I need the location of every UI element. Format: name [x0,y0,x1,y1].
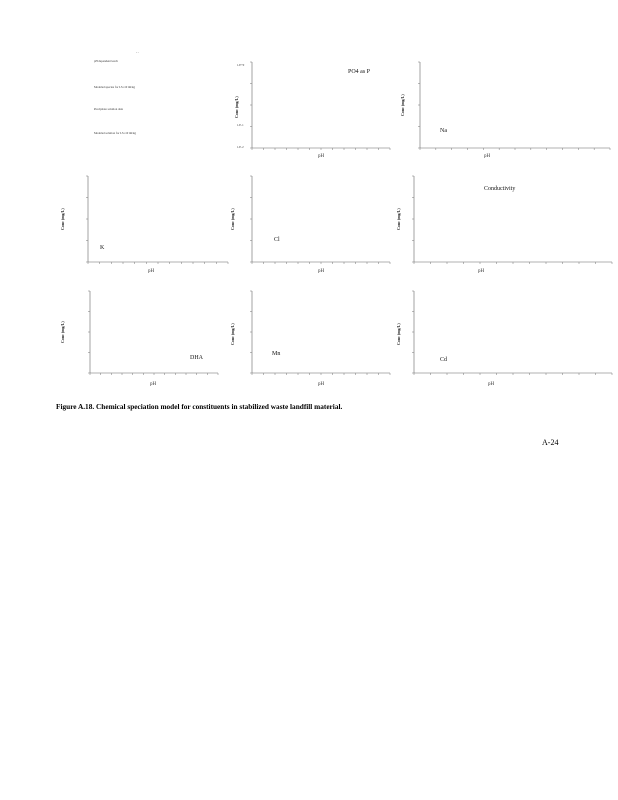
chart-panel-mn-svg [232,287,392,392]
chart-panel-conductivity [398,172,614,277]
chart-panel-dha-svg [60,287,230,392]
page-number: A‑24 [542,438,559,447]
panel-title: Mn [272,351,281,357]
svg-text:Conc (mg/L): Conc (mg/L) [396,208,401,230]
panel-title: Cd [440,357,448,363]
panel-title: K [100,245,105,251]
svg-text:Conc (mg/L): Conc (mg/L) [230,323,235,345]
axis-xlabel: pH [484,154,491,159]
axis-xlabel: pH [488,382,495,387]
chart-panel-na-svg [402,58,612,163]
svg-text:Conc (mg/L): Conc (mg/L) [230,208,235,230]
svg-text:Conc (mg/L): Conc (mg/L) [400,94,405,116]
svg-text:Conc (mg/L): Conc (mg/L) [396,323,401,345]
chart-panel-na [402,58,612,163]
chart-panel-po4 [232,58,392,163]
svg-text:Conc (mg/L): Conc (mg/L) [60,321,65,343]
panel-title: PO4 as P [348,69,371,75]
chart-panel-cl-svg [232,172,392,277]
legend-item-2: Modeled species for LS=10 ml/kg [94,85,136,89]
axis-xlabel: pH [318,154,325,159]
legend-item-1: pH dependent leach [94,59,118,63]
axis-xlabel: pH [478,269,485,274]
chart-panel-cd [398,287,614,392]
panel-title: DHA [190,355,203,361]
legend-item-4: Modeled solution for LS=10 ml/kg [94,131,137,135]
chart-panel-mn [232,287,392,392]
chart-panel-k [60,172,230,277]
figure-caption: Figure A.18. Chemical speciation model for constituents in stabilized waste landfill material. [56,402,343,411]
panel-title: Na [440,128,447,134]
chart-panel-cl [232,172,392,277]
svg-text:Conc (mg/L): Conc (mg/L) [234,96,239,118]
ytick-bottom: 1.E-2 [237,145,244,149]
axis-xlabel: pH [318,269,325,274]
panel-title: Conductivity [484,186,516,192]
chart-panel-dha [60,287,230,392]
legend-item-3: Precipitate solution data [94,107,123,111]
axis-xlabel: pH [148,269,155,274]
svg-text:Conc (mg/L): Conc (mg/L) [60,208,65,230]
chart-panel-cd-svg [398,287,614,392]
ytick-mid: 1.E-1 [237,123,244,127]
legend-marker-top: - - [136,50,139,54]
chart-panel-k-svg [60,172,230,277]
legend-block [94,50,224,145]
axis-xlabel: pH [150,382,157,387]
ytick-top: 1.E+0 [237,63,245,67]
axis-xlabel: pH [318,382,325,387]
panel-title: Cl [274,237,280,243]
